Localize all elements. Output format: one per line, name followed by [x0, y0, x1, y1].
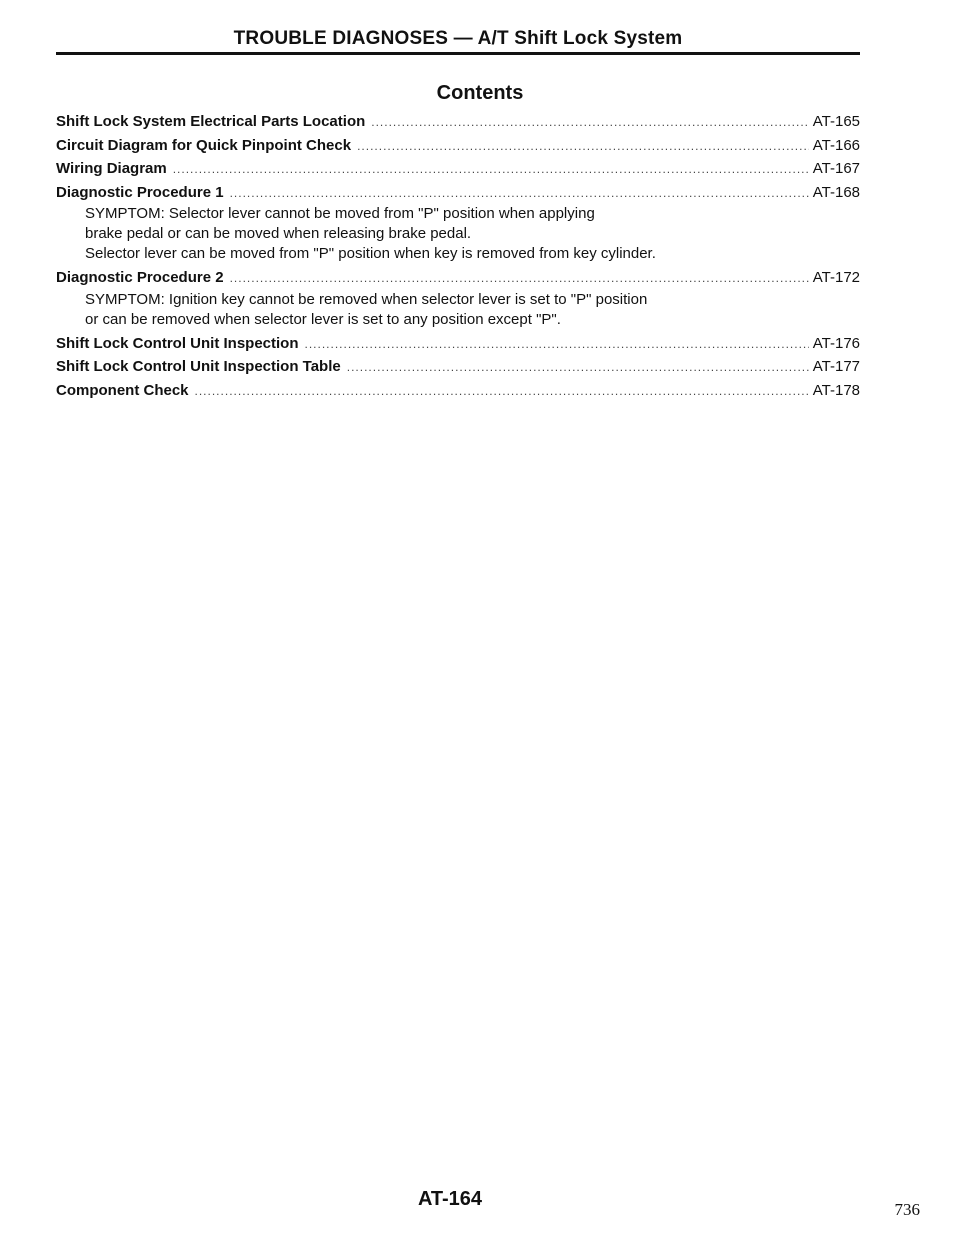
toc-entry-page: AT-168 [812, 183, 860, 201]
toc-entry[interactable] [56, 332, 860, 356]
toc-entry[interactable] [56, 110, 860, 134]
toc-entry-page: AT-166 [812, 136, 860, 154]
toc-entry-title: Diagnostic Procedure 1 [56, 183, 224, 201]
symptom-line: Selector lever can be moved from "P" position when key is removed from key cylinder. [85, 245, 656, 262]
toc-entry-title: Shift Lock System Electrical Parts Location [56, 113, 366, 130]
dot-leader [195, 380, 809, 404]
header-rule [56, 52, 860, 55]
toc-entry-title: Component Check [56, 381, 189, 399]
toc-entry-title: Circuit Diagram for Quick Pinpoint Check [56, 136, 352, 154]
dot-leader [357, 135, 809, 159]
toc-entry-page: AT-167 [812, 160, 860, 177]
dot-leader [230, 182, 809, 206]
table-of-contents [56, 110, 860, 402]
toc-entry-title: Wiring Diagram [56, 160, 167, 177]
toc-entry-title: Shift Lock Control Unit Inspection Table [56, 358, 341, 375]
dot-leader [347, 356, 809, 380]
symptom-line: or can be removed when selector lever is set to any position except "P". [85, 310, 561, 328]
symptom-description [56, 204, 860, 264]
page-number-label: AT-164 [417, 1188, 483, 1210]
toc-entry[interactable] [56, 157, 860, 181]
dot-leader [371, 111, 808, 135]
toc-entry[interactable] [56, 266, 860, 290]
toc-entry-title: Shift Lock Control Unit Inspection [56, 334, 299, 352]
dot-leader [230, 267, 809, 291]
symptom-line: SYMPTOM: Selector lever cannot be moved from "P" position when applying [85, 205, 595, 222]
dot-leader [305, 333, 809, 357]
toc-entry-page: AT-176 [812, 334, 860, 352]
toc-entry-page: AT-178 [812, 381, 860, 399]
symptom-description [56, 290, 860, 330]
toc-entry-page: AT-165 [812, 113, 860, 130]
toc-entry[interactable] [56, 134, 860, 158]
contents-heading: Contents [436, 82, 524, 104]
toc-entry[interactable] [56, 355, 860, 379]
toc-entry-page: AT-177 [812, 358, 860, 375]
dot-leader [173, 158, 809, 182]
sheet-number: 736 [894, 1200, 920, 1219]
toc-entry[interactable] [56, 181, 860, 205]
toc-entry-page: AT-172 [812, 269, 860, 286]
page-title: TROUBLE DIAGNOSES — A/T Shift Lock System [233, 28, 683, 49]
toc-entry-title: Diagnostic Procedure 2 [56, 269, 224, 286]
symptom-line: brake pedal or can be moved when releasing brake pedal. [85, 225, 472, 242]
toc-entry[interactable] [56, 379, 860, 403]
symptom-line: SYMPTOM: Ignition key cannot be removed when selector lever is set to "P" position [85, 290, 648, 308]
page-header [56, 28, 860, 54]
